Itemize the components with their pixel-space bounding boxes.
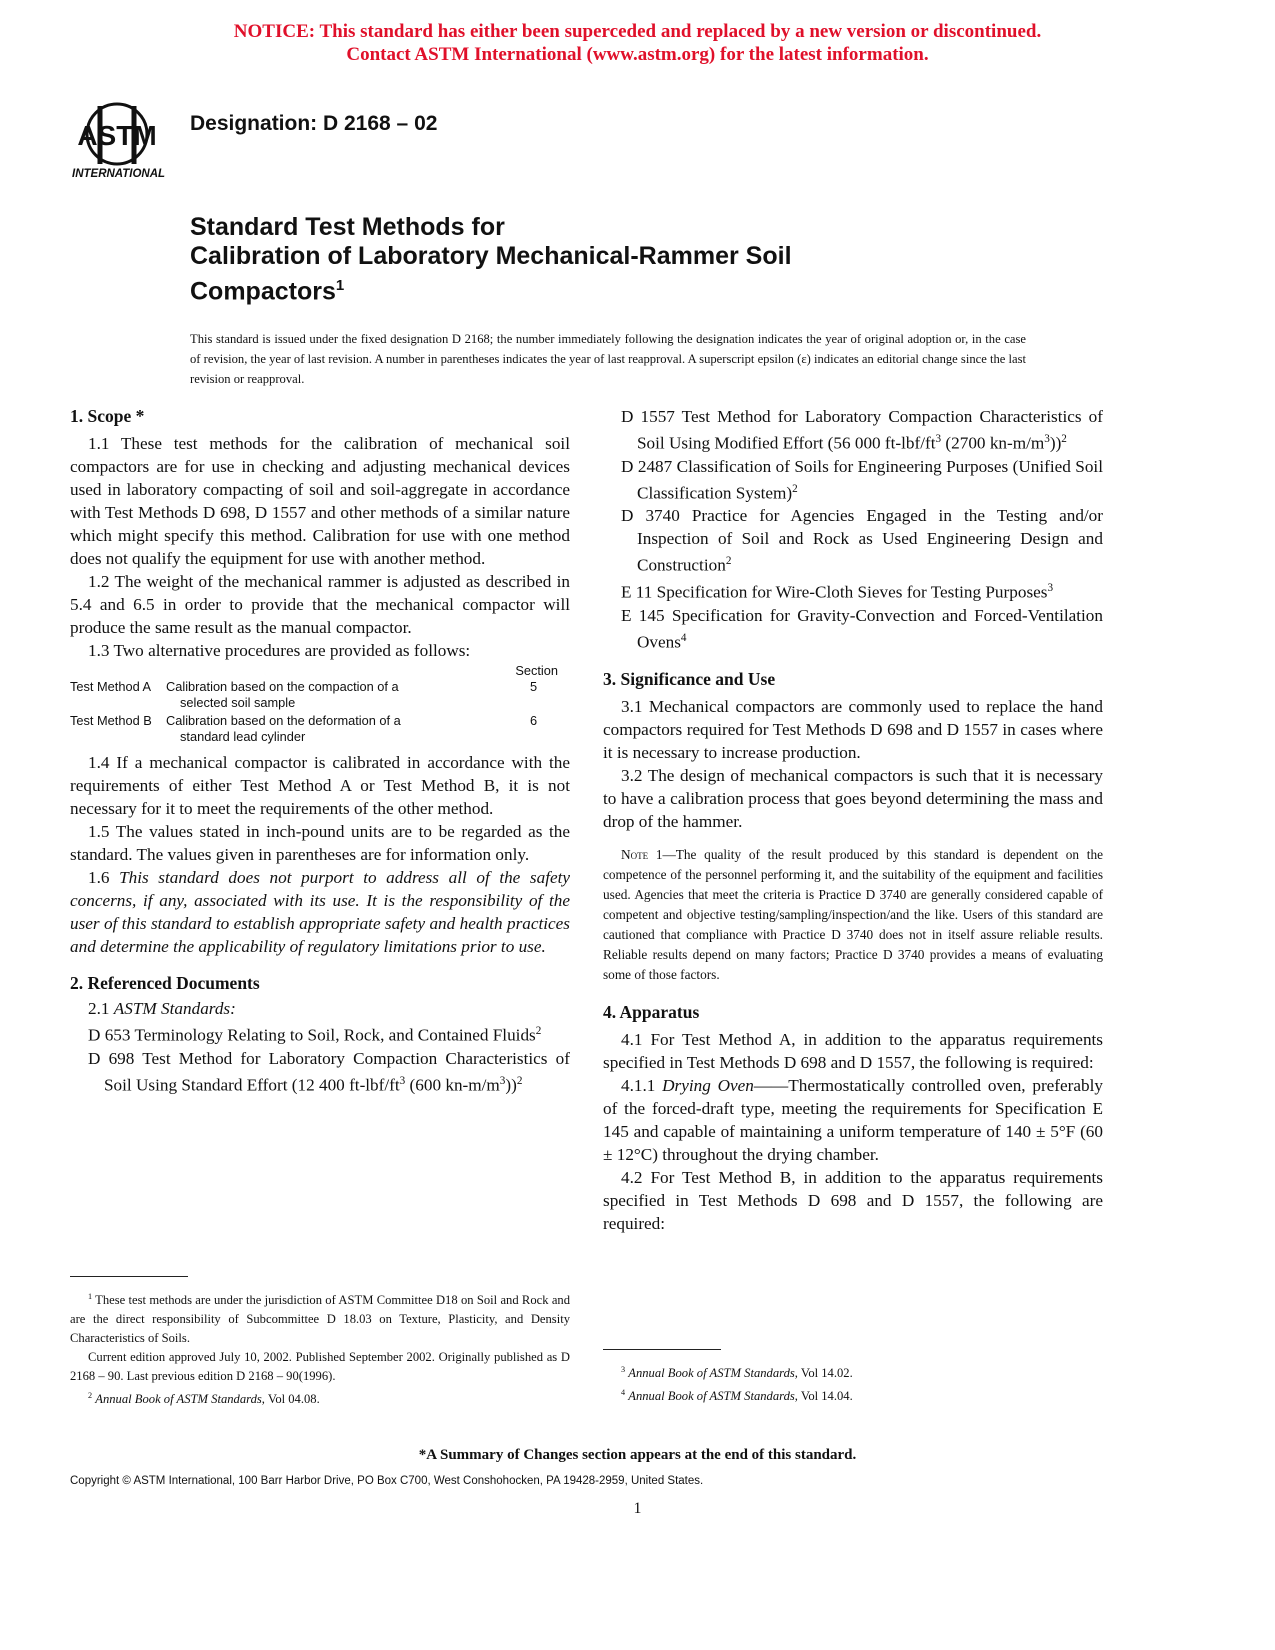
scope-heading: 1. Scope * bbox=[70, 406, 145, 426]
title-line-1: Standard Test Methods for bbox=[190, 213, 505, 241]
scope-p4: 1.4 If a mechanical compactor is calibrated in accordance with the requirements of either Test Method A or Test Method B, it is not necessary for it to meet the requirements of the other method. bbox=[70, 753, 570, 818]
title-footnote-ref: 1 bbox=[335, 277, 345, 294]
table-row: Test Method B Calibration based on the deformation of a standard lead cylinder 6 bbox=[70, 713, 538, 744]
footnote-rule-right bbox=[603, 1349, 721, 1350]
ref-e11: E 11 Specification for Wire-Cloth Sieves for Testing Purposes$^3$ bbox=[621, 582, 1054, 602]
footnote-2: $^2$ Annual Book of ASTM Standards, Vol 04.08. bbox=[88, 1391, 320, 1407]
logo-letters: ASTM bbox=[77, 120, 157, 151]
note-1: Note 1—The quality of the result produced by this standard is dependent on the competence of the personnel performing it, and the suitability of the equipment and facilities used. Agencies that meet the criteria is Practice D 3740 are generally considered capable of competent and objective testing/sampling/inspection/and the like. Users of this standard are cautioned that compliance with Practice D 3740 does not in itself assure reliable results. Reliable results depend on many factors; Practice D 3740 provides a means of evaluating some of those factors. bbox=[603, 846, 1104, 982]
notice-line-1: NOTICE: This standard has either been superceded and replaced by a new version or discontinued. bbox=[233, 21, 1042, 42]
referenced-heading: 2. Referenced Documents bbox=[70, 973, 260, 993]
ref-d2487: D 2487 Classification of Soils for Engineering Purposes (Unified Soil Classification System)$^2$ bbox=[621, 456, 1103, 503]
logo-subtext: INTERNATIONAL bbox=[72, 168, 166, 180]
title-line-3: Compactors bbox=[190, 277, 336, 306]
footnote-rule-left bbox=[70, 1276, 188, 1277]
copyright: Copyright © ASTM International, 100 Barr Harbor Drive, PO Box C700, West Conshohocken, PA 19428-2959, United States. bbox=[70, 1475, 704, 1487]
footnotes-right bbox=[603, 1360, 1103, 1406]
table-section-header: Section bbox=[515, 663, 558, 678]
apparatus-p2: 4.1.1 Drying Oven——Thermostatically controlled oven, preferably of the forced-draft type, meeting the requirements for Specification E 145 and capable of maintaining a uniform temperature of 140 ± 5°F (60 ± 12°C) throughout the drying chamber. bbox=[603, 1075, 1103, 1164]
left-column bbox=[70, 405, 570, 1096]
page-title bbox=[190, 213, 1090, 306]
title-line-2: Calibration of Laboratory Mechanical-Rammer Soil bbox=[190, 242, 792, 270]
scope-p1: 1.1 These test methods for the calibration of mechanical soil compactors are for use in checking and adjusting mechanical devices used in laboratory compacting of soil and soil-aggregate in accordance with Test Methods D 698, D 1557 and other methods of a similar nature which might specify this method. Calibration for use with one method does not qualify the equipment for use with another method. bbox=[70, 434, 570, 568]
scope-p2: 1.2 The weight of the mechanical rammer is adjusted as described in 5.4 and 6.5 in order to provide that the mechanical compactor will produce the same result as the manual compactor. bbox=[70, 572, 570, 637]
significance-heading: 3. Significance and Use bbox=[603, 668, 776, 689]
significance-p1: 3.1 Mechanical compactors are commonly used to replace the hand compactors required for Test Methods D 698 and D 1557 in cases where it is necessary to increase production. bbox=[603, 696, 1103, 762]
ref-d653: D 653 Terminology Relating to Soil, Rock, and Contained Fluids$^2$ bbox=[88, 1025, 542, 1045]
ref-e145: E 145 Specification for Gravity-Convection and Forced-Ventilation Ovens$^4$ bbox=[621, 605, 1103, 652]
summary-notice: *A Summary of Changes section appears at the end of this standard. bbox=[418, 1447, 857, 1463]
page-number: 1 bbox=[633, 1500, 642, 1517]
scope-p3: 1.3 Two alternative procedures are provided as follows: bbox=[88, 641, 471, 660]
apparatus-p3: 4.2 For Test Method B, in addition to the apparatus requirements specified in Test Methods D 698 and D 1557, the following are required: bbox=[603, 1167, 1103, 1233]
astm-logo bbox=[70, 100, 172, 182]
apparatus-p1: 4.1 For Test Method A, in addition to the apparatus requirements specified in Test Methods D 698 and D 1557, the following is required: bbox=[603, 1029, 1103, 1072]
footnote-4: $^4$ Annual Book of ASTM Standards, Vol 14.04. bbox=[621, 1388, 853, 1404]
designation: Designation: D 2168 – 02 bbox=[190, 112, 438, 135]
footnote-3: $^3$ Annual Book of ASTM Standards, Vol 14.02. bbox=[621, 1365, 853, 1381]
footnote-1: $^1$ These test methods are under the jurisdiction of ASTM Committee D18 on Soil and Rock and are the direct responsibility of Subcommittee D 18.03 on Texture, Plasticity, and Density Characteristics of Soils. bbox=[70, 1292, 570, 1346]
table-row: Test Method A Calibration based on the compaction of a selected soil sample 5 bbox=[70, 679, 538, 710]
footnotes-left bbox=[70, 1287, 570, 1409]
notice-line-2: Contact ASTM International (www.astm.org) for the latest information. bbox=[346, 44, 929, 65]
scope-p6: 1.6 This standard does not purport to address all of the safety concerns, if any, associated with its use. It is the responsibility of the user of this standard to establish appropriate safety and health practices and determine the applicability of regulatory limitations prior to use. bbox=[70, 868, 571, 956]
ref-d3740: D 3740 Practice for Agencies Engaged in the Testing and/or Inspection of Soil and Rock as Used Engineering Design and Construction$^2$ bbox=[621, 506, 1103, 576]
astm-standards-sub: 2.1 ASTM Standards: bbox=[88, 999, 236, 1018]
footnote-1b: Current edition approved July 10, 2002. Published September 2002. Originally published as D 2168 – 90. Last previous edition D 2168 – 90(1996). bbox=[70, 1350, 570, 1384]
intro-paragraph: This standard is issued under the fixed designation D 2168; the number immediately following the designation indicates the year of original adoption or, in the case of revision, the year of last revision. A number in parentheses indicates the year of last reapproval. A superscript epsilon (ε) indicates an editorial change since the last revision or reapproval. bbox=[190, 332, 1026, 386]
apparatus-heading: 4. Apparatus bbox=[603, 1001, 700, 1022]
ref-d1557: D 1557 Test Method for Laboratory Compaction Characteristics of Soil Using Modified Effort (56 000 $ft-lbf/ft^3$ (2700 $kn-m/m^3))^2$ bbox=[621, 407, 1103, 453]
significance-p2: 3.2 The design of mechanical compactors is such that it is necessary to have a calibration process that goes beyond determining the mass and drop of the hammer. bbox=[603, 765, 1103, 831]
methods-table bbox=[70, 663, 570, 751]
scope-p5: 1.5 The values stated in inch-pound units are to be regarded as the standard. The values given in parentheses are for information only. bbox=[70, 822, 570, 864]
right-column bbox=[603, 405, 1103, 1235]
ref-d698: D 698 Test Method for Laboratory Compaction Characteristics of Soil Using Standard Effort (12 400 $ft-lbf/ft^3$ (600 $kn-m/m^3))^2$ bbox=[88, 1048, 570, 1095]
